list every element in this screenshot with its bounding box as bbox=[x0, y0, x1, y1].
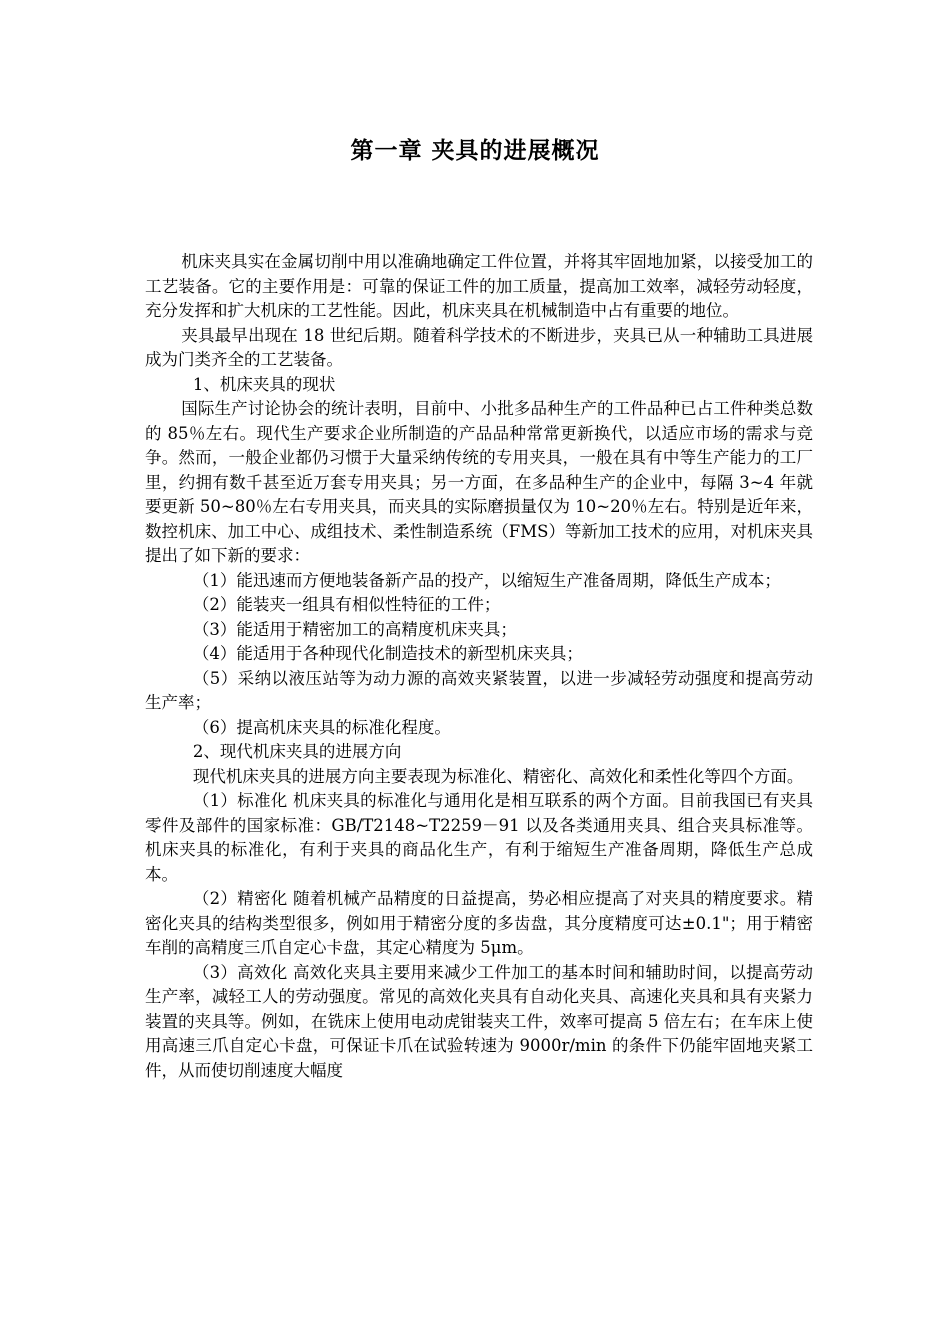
paragraph-trends: 现代机床夹具的进展方向主要表现为标准化、精密化、高效化和柔性化等四个方面。 bbox=[192, 766, 804, 786]
section-heading-status: 1、机床夹具的现状 bbox=[192, 374, 336, 394]
requirement-item-6: （6）提高机床夹具的标准化程度。 bbox=[192, 717, 451, 737]
chapter-title: 第一章 夹具的进展概况 bbox=[350, 138, 600, 164]
trend-item-precision: （2）精密化 随着机械产品精度的日益提高，势必相应提高了对夹具的精度要求。精密化夹具的结构类型很多，例如用于精密分度的多齿盘，其分度精度可达±0.1"；用于精密车削的高精度三爪自定心卡盘，其定心精度为 5μm。 bbox=[145, 889, 813, 957]
section-heading-trends: 2、现代机床夹具的进展方向 bbox=[192, 742, 402, 761]
requirement-item-3: （3）能适用于精密加工的高精度机床夹具； bbox=[192, 619, 517, 639]
requirement-item-2: （2）能装夹一组具有相似性特征的工件； bbox=[192, 595, 501, 614]
paragraph-history: 夹具最早出现在 18 世纪后期。随着科学技术的不断进步，夹具已从一种辅助工具进展成为门类齐全的工艺装备。 bbox=[145, 325, 813, 369]
requirement-item-4: （4）能适用于各种现代化制造技术的新型机床夹具； bbox=[192, 644, 583, 663]
trend-item-efficiency: （3）高效化 高效化夹具主要用来减少工件加工的基本时间和辅助时间，以提高劳动生产率，减轻工人的劳动强度。常见的高效化夹具有自动化夹具、高速化夹具和具有夹紧力装置的夹具等。例如，在铣床上使用电动虎钳装夹工件，效率可提高 5 倍左右；在车床上使用高速三爪自定心卡盘，可保证卡爪在试验转速为 9000r/min 的条件下仍能牢固地夹紧工件，从而使切削速度大幅度 bbox=[145, 962, 813, 1080]
requirement-item-1: （1）能迅速而方便地装备新产品的投产，以缩短生产准备周期，降低生产成本； bbox=[192, 570, 781, 590]
paragraph-status: 国际生产讨论协会的统计表明，目前中、小批多品种生产的工件品种已占工件种类总数的 85％左右。现代生产要求企业所制造的产品品种常常更新换代，以适应市场的需求与竞争。然而，一般企业都仍习惯于大量采纳传统的专用夹具，一般在具有中等生产能力的工厂里，约拥有数千甚至近万套专用夹具；另一方面，在多品种生产的企业中，每隔 3~4 年就要更新 50~80％左右专用夹具，而夹具的实际磨损量仅为 10~20％左右。特别是近年来，数控机床、加工中心、成组技术、柔性制造系统（FMS）等新加工技术的应用，对机床夹具提出了如下新的要求： bbox=[145, 399, 813, 565]
trend-item-standardization: （1）标准化 机床夹具的标准化与通用化是相互联系的两个方面。目前我国已有夹具零件及部件的国家标准：GB/T2148~T2259－91 以及各类通用夹具、组合夹具标准等。机床夹具的标准化，有利于夹具的商品化生产，有利于缩短生产准备周期，降低生产总成本。 bbox=[145, 791, 813, 884]
paragraph-intro: 机床夹具实在金属切削中用以准确地确定工件位置，并将其牢固地加紧，以接受加工的工艺装备。它的主要作用是：可靠的保证工件的加工质量，提高加工效率，减轻劳动轻度，充分发挥和扩大机床的工艺性能。因此，机床夹具在机械制造中占有重要的地位。 bbox=[145, 252, 813, 320]
body-text bbox=[145, 250, 813, 1083]
requirement-item-5: （5）采纳以液压站等为动力源的高效夹紧装置，以进一步减轻劳动强度和提高劳动生产率； bbox=[145, 668, 813, 712]
